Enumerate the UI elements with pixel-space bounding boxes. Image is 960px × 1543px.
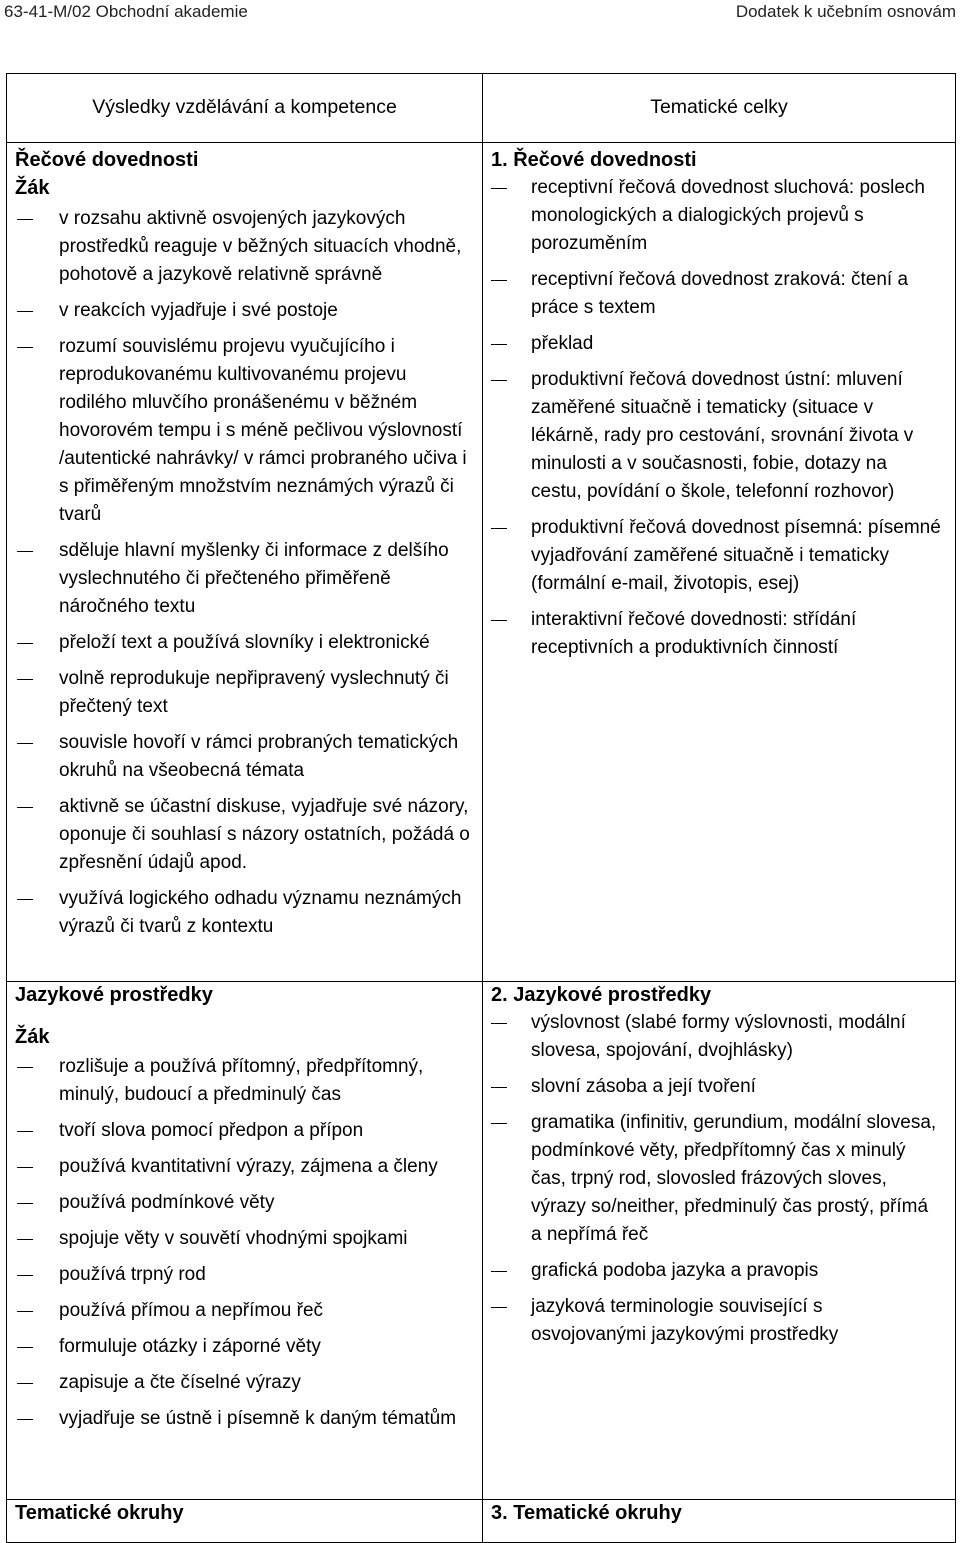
- outcome-list: [15, 205, 475, 941]
- outcome-item: aktivně se účastní diskuse, vyjadřuje své názory, oponuje či souhlasí s názory ostatních, požádá o zpřesnění údajů apod.: [15, 793, 475, 877]
- subject-label: Žák: [15, 177, 50, 199]
- section-title: Tematické okruhy: [15, 1502, 184, 1524]
- topic-item: jazyková terminologie související s osvojovanými jazykovými prostředky: [491, 1293, 941, 1349]
- outcome-item: souvisle hovoří v rámci probraných tematických okruhů na všeobecná témata: [15, 729, 475, 785]
- outcome-item: formuluje otázky i záporné věty: [15, 1333, 475, 1361]
- topic-item: slovní zásoba a její tvoření: [491, 1073, 941, 1101]
- right-section-thematic-areas: [491, 1499, 941, 1527]
- outcome-item: sděluje hlavní myšlenky či informace z delšího vyslechnutého či přečteného přiměřeně náročného textu: [15, 537, 475, 621]
- outcome-item: spojuje věty v souvětí vhodnými spojkami: [15, 1225, 475, 1253]
- outcome-item: zapisuje a čte číselné výrazy: [15, 1369, 475, 1397]
- topic-item: překlad: [491, 330, 941, 358]
- section-title: 2. Jazykové prostředky: [491, 984, 712, 1006]
- outcome-item: tvoří slova pomocí předpon a přípon: [15, 1117, 475, 1145]
- section-title: 1. Řečové dovednosti: [491, 149, 697, 171]
- topic-item: výslovnost (slabé formy výslovnosti, modální slovesa, spojování, dvojhlásky): [491, 1009, 941, 1065]
- column-header-outcomes: Výsledky vzdělávání a kompetence: [92, 96, 397, 118]
- curriculum-table: [6, 73, 956, 1543]
- outcome-item: volně reprodukuje nepřipravený vyslechnutý či přečtený text: [15, 665, 475, 721]
- left-section-language-means: [15, 981, 475, 1441]
- topic-item: gramatika (infinitiv, gerundium, modální slovesa, podmínkové věty, předpřítomný čas x minulý čas, trpný rod, slovosled frázových sloves, výrazy so/neither, předminulý čas prostý, přímá a nepřímá řeč: [491, 1109, 941, 1249]
- column-divider: [482, 74, 483, 1542]
- topic-item: grafická podoba jazyka a pravopis: [491, 1257, 941, 1285]
- topic-list: [491, 1009, 941, 1349]
- topic-item: produktivní řečová dovednost písemná: písemné vyjadřování zaměřené situačně i tematicky (formální e-mail, životopis, esej): [491, 514, 941, 598]
- column-header-topics: Tematické celky: [650, 96, 788, 118]
- left-section-thematic-areas: [15, 1499, 475, 1527]
- subject-label: Žák: [15, 1026, 50, 1048]
- outcome-item: využívá logického odhadu významu neznámých výrazů či tvarů z kontextu: [15, 885, 475, 941]
- outcome-item: používá trpný rod: [15, 1261, 475, 1289]
- outcome-item: v reakcích vyjadřuje i své postoje: [15, 297, 475, 325]
- section-title: Řečové dovednosti: [15, 149, 199, 171]
- outcome-item: rozlišuje a používá přítomný, předpřítomný, minulý, budoucí a předminulý čas: [15, 1053, 475, 1109]
- topic-item: receptivní řečová dovednost zraková: čtení a práce s textem: [491, 266, 941, 322]
- section-title: Jazykové prostředky: [15, 984, 213, 1006]
- topic-list: [491, 174, 941, 662]
- topic-item: receptivní řečová dovednost sluchová: poslech monologických a dialogických projevů s porozuměním: [491, 174, 941, 258]
- outcome-item: používá přímou a nepřímou řeč: [15, 1297, 475, 1325]
- outcome-list: [15, 1053, 475, 1433]
- topic-item: interaktivní řečové dovednosti: střídání receptivních a produktivních činností: [491, 606, 941, 662]
- document-section-title: Dodatek k učebním osnovám: [735, 2, 956, 21]
- header-row-divider: [7, 142, 955, 143]
- right-section-language-means: [491, 981, 941, 1357]
- outcome-item: vyjadřuje se ústně i písemně k daným tématům: [15, 1405, 475, 1433]
- document-code: 63-41-M/02 Obchodní akademie: [4, 2, 248, 21]
- outcome-item: v rozsahu aktivně osvojených jazykových prostředků reaguje v běžných situacích vhodně, pohotově a jazykově relativně správně: [15, 205, 475, 289]
- topic-item: produktivní řečová dovednost ústní: mluvení zaměřené situačně i tematicky (situace v lékárně, rady pro cestování, srovnání života v minulosti a v současnosti, fobie, dotazy na cestu, povídání o škole, telefonní rozhovor): [491, 366, 941, 506]
- outcome-item: přeloží text a používá slovníky i elektronické: [15, 629, 475, 657]
- left-section-speech-skills: [15, 146, 475, 949]
- outcome-item: používá podmínkové věty: [15, 1189, 475, 1217]
- outcome-item: rozumí souvislému projevu vyučujícího i reprodukovanému kultivovanému projevu rodilého mluvčího pronášenému v běžném hovorovém tempu i s méně pečlivou výslovností /autentické nahrávky/ v rámci probraného učiva i s přiměřeným množstvím neznámých výrazů či tvarů: [15, 333, 475, 529]
- section-title: 3. Tematické okruhy: [491, 1502, 682, 1524]
- right-section-speech-skills: [491, 146, 941, 670]
- outcome-item: používá kvantitativní výrazy, zájmena a členy: [15, 1153, 475, 1181]
